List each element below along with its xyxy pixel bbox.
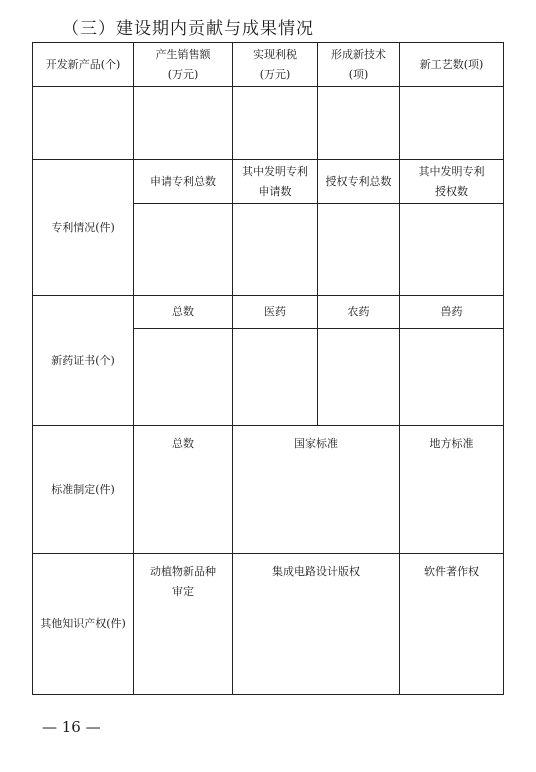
header-sales-label: 产生销售额 (155, 47, 211, 61)
header-profit-tax (233, 43, 318, 87)
achievements-table (32, 42, 504, 695)
input-cell-drug-total[interactable] (134, 329, 233, 426)
input-cell-patent-granted[interactable] (318, 204, 400, 296)
input-cell-new-tech[interactable] (318, 87, 400, 160)
table-row (33, 160, 504, 204)
input-cell-patent-applied[interactable] (134, 204, 233, 296)
input-cell-patent-invention-applied[interactable] (233, 204, 318, 296)
patent-invention-granted-line1: 其中发明专利 (418, 164, 485, 178)
patent-invention-granted (400, 160, 504, 204)
header-sales-unit: (万元) (167, 67, 199, 81)
input-cell-drug-medicine[interactable] (233, 329, 318, 426)
input-cell-drug-pesticide[interactable] (318, 329, 400, 426)
input-cell-new-products[interactable] (33, 87, 134, 160)
table-row (33, 87, 504, 160)
ip-plant-variety-line1: 动植物新品种 (150, 565, 216, 578)
patent-applied-total: 申请专利总数 (134, 160, 233, 204)
other-ip-label: 其他知识产权(件) (33, 554, 134, 695)
header-new-process: 新工艺数(项) (400, 43, 504, 87)
drug-medicine: 医药 (233, 296, 318, 329)
header-new-tech (318, 43, 400, 87)
page-number: — 16 — (42, 718, 101, 736)
patent-invention-applied (233, 160, 318, 204)
input-cell-profit-tax[interactable] (233, 87, 318, 160)
ip-plant-variety[interactable] (134, 554, 233, 695)
table-row (33, 554, 504, 695)
ip-ic-layout[interactable]: 集成电路设计版权 (233, 554, 400, 695)
standard-local[interactable]: 地方标准 (400, 426, 504, 554)
input-cell-sales[interactable] (134, 87, 233, 160)
input-cell-new-process[interactable] (400, 87, 504, 160)
patent-label: 专利情况(件) (33, 160, 134, 296)
header-new-tech-label: 形成新技术 (331, 47, 386, 61)
drug-certificate-label: 新药证书(个) (33, 296, 134, 426)
ip-plant-variety-line2: 审定 (172, 585, 194, 598)
patent-invention-applied-line1: 其中发明专利 (242, 164, 308, 178)
drug-pesticide: 农药 (318, 296, 400, 329)
input-cell-patent-invention-granted[interactable] (400, 204, 504, 296)
header-new-products: 开发新产品(个) (33, 43, 134, 87)
drug-veterinary: 兽药 (400, 296, 504, 329)
drug-total: 总数 (134, 296, 233, 329)
ip-software-copyright[interactable]: 软件著作权 (400, 554, 504, 695)
header-new-tech-unit: (项) (348, 67, 369, 81)
table-header-row (33, 43, 504, 87)
standard-national[interactable]: 国家标准 (233, 426, 400, 554)
standard-label: 标准制定(件) (33, 426, 134, 554)
header-profit-tax-label: 实现利税 (253, 47, 297, 61)
patent-granted-total: 授权专利总数 (318, 160, 400, 204)
table-row (33, 426, 504, 554)
header-profit-tax-unit: (万元) (259, 67, 291, 81)
section-title: （三）建设期内贡献与成果情况 (62, 19, 314, 39)
patent-invention-granted-line2: 授权数 (435, 184, 468, 198)
table-row (33, 296, 504, 329)
input-cell-drug-veterinary[interactable] (400, 329, 504, 426)
standard-total[interactable]: 总数 (134, 426, 233, 554)
header-sales (134, 43, 233, 87)
patent-invention-applied-line2: 申请数 (258, 184, 292, 198)
